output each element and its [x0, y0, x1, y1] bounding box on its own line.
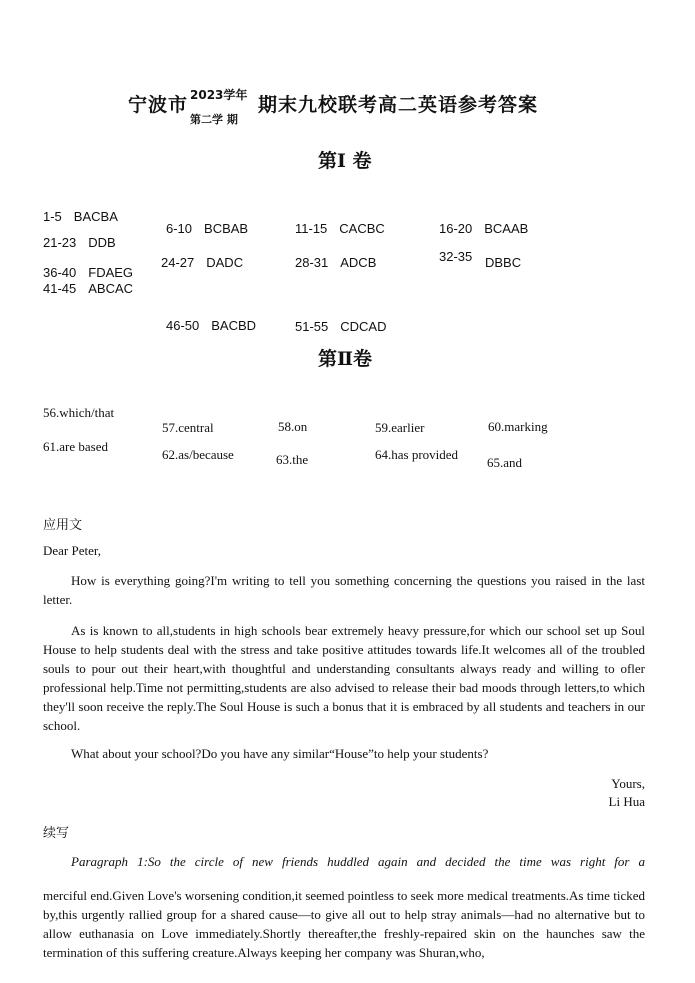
continuation-label: 续写 [43, 826, 70, 841]
answer-21-23: 21-23 DDB [43, 235, 116, 250]
writing-paragraph-3: What about your school?Do you have any similar“House”to help your students? [71, 746, 489, 761]
fill-60: 60.marking [488, 419, 548, 434]
answer-51-55: 51-55 CDCAD [295, 319, 387, 334]
answer-41-45: 41-45 ABCAC [43, 281, 134, 296]
fill-61: 61.are based [43, 439, 108, 454]
fill-57: 57.central [162, 420, 214, 435]
title-suffix: 期末九校联考高二英语参考答案 [258, 94, 539, 116]
title-prefix: 宁波市 [128, 94, 189, 116]
continuation-prompt: Paragraph 1:So the circle of new friends huddled again and decided the time was right for a [71, 854, 645, 869]
writing-paragraph-1: How is everything going?I'm writing to tell you something concerning the questions you raised in the last letter. [43, 573, 645, 607]
writing-signature: Li Hua [608, 794, 645, 809]
answer-1-5: 1-5 BACBA [43, 209, 118, 224]
fill-56: 56.which/that [43, 405, 115, 420]
section2-title: 第Ⅱ卷 [318, 348, 373, 370]
answer-24-27: 24-27 DADC [161, 255, 244, 270]
fill-65: 65.and [487, 455, 523, 470]
fill-64: 64.has provided [375, 447, 459, 462]
answer-6-10: 6-10 BCBAB [166, 221, 249, 236]
answer-28-31: 28-31 ADCB [295, 255, 377, 270]
answer-16-20: 16-20 BCAAB [439, 221, 529, 236]
writing-closing: Yours, [611, 776, 645, 791]
answer-11-15: 11-15 CACBC [295, 221, 385, 236]
fill-59: 59.earlier [375, 420, 425, 435]
answer-36-40: 36-40 FDAEG [43, 265, 134, 280]
writing-label: 应用文 [43, 518, 83, 533]
section1-title: 第I 卷 [318, 150, 372, 172]
title-semester: 第二学 期 [190, 113, 238, 126]
fill-63: 63.the [276, 452, 309, 467]
answer-32-35-key: DBBC [485, 255, 522, 270]
writing-paragraph-2: As is known to all,students in high schools bear extremely heavy pressure,for which our school set up Soul House to help students deal with the stress and take positive attitudes towards life.It welcomes all of the troubled souls to pour out their heart,with thoughtful and understanding consultants always ready and willing to ofler professional help.Time not permitting,students are also advised to release their bad moods through letters,to which they'll soon receive the reply.The Soul House is such a bonus that it is embraced by all students and teachers in our school. [43, 623, 645, 733]
continuation-text: merciful end.Given Love's worsening condition,it seemed pointless to seek more medical treatments.As time ticked by,this urgently rallied group for a shared cause—to give all out to help stray animals—had no alternative but to allow euthanasia on Love immediately.Shortly thereafter,the freshly-repaired skin on the haunches saw the termination of this suffering creature.Always keeping her company was Shuran,who, [43, 888, 645, 960]
title-year: 2023学年 [190, 88, 248, 102]
fill-62: 62.as/because [162, 447, 234, 462]
writing-salutation: Dear Peter, [43, 543, 101, 558]
answer-32-35-range: 32-35 [439, 249, 473, 264]
answer-46-50: 46-50 BACBD [166, 318, 257, 333]
fill-58: 58.on [278, 419, 308, 434]
